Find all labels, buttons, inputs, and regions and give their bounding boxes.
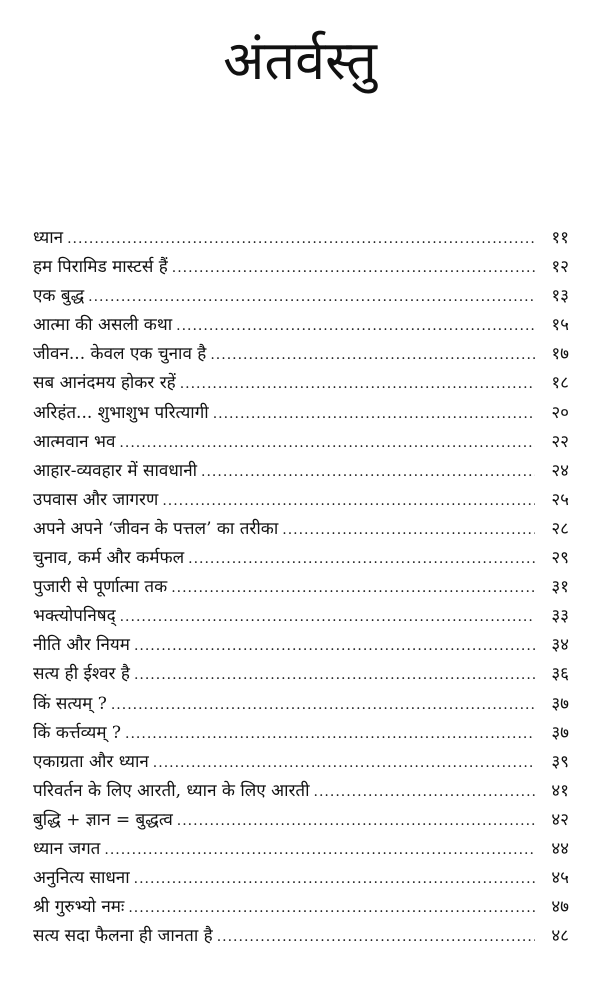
toc-entry[interactable] [33,224,569,253]
toc-leader-dots [171,574,535,603]
toc-entry-page: २२ [551,431,569,452]
toc-entry-title: किं कर्त्तव्यम् ? [33,722,122,743]
table-of-contents [33,224,569,951]
toc-entry-title: हम पिरामिड मास्टर्स हैं [33,257,168,278]
toc-leader-dots [282,516,535,545]
toc-entry[interactable] [33,922,569,951]
toc-entry[interactable] [33,690,569,719]
toc-entry[interactable] [33,253,569,282]
toc-entry[interactable] [33,486,569,515]
toc-entry-title: चुनाव, कर्म और कर्मफल [33,548,185,569]
toc-entry-title: बुद्धि + ज्ञान = बुद्धत्व [33,809,173,830]
toc-entry-page: ४८ [551,926,569,947]
toc-leader-dots [134,865,535,894]
toc-entry-title: किं सत्यम् ? [33,693,107,714]
toc-leader-dots [88,283,535,312]
toc-entry-title: एक बुद्ध [33,286,85,307]
toc-entry-title: परिवर्तन के लिए आरती, ध्यान के लिए आरती [33,780,310,801]
toc-entry-page: ३६ [551,664,569,685]
toc-leader-dots [180,370,535,399]
toc-entry-page: १२ [551,257,569,278]
toc-entry[interactable] [33,311,569,340]
toc-entry-page: २९ [551,548,569,569]
toc-entry-page: २० [551,402,569,423]
toc-entry-title: श्री गुरुभ्यो नमः [33,897,125,918]
toc-entry[interactable] [33,864,569,893]
toc-entry-title: सब आनंदमय होकर रहें [33,373,176,394]
toc-entry-page: ३४ [551,635,569,656]
toc-entry-title: सत्य सदा फैलना ही जानता है [33,926,213,947]
toc-entry[interactable] [33,428,569,457]
toc-leader-dots [134,661,535,690]
toc-entry[interactable] [33,457,569,486]
toc-entry[interactable] [33,777,569,806]
toc-entry[interactable] [33,399,569,428]
toc-entry[interactable] [33,806,569,835]
toc-entry-title: सत्य ही ईश्वर है [33,664,130,685]
toc-entry-title: ध्यान [33,228,64,248]
toc-leader-dots [111,691,535,720]
toc-entry-page: २४ [551,460,569,481]
toc-entry-page: २५ [551,489,569,510]
toc-entry[interactable] [33,719,569,748]
toc-entry[interactable] [33,282,569,311]
toc-entry-title: भक्त्योपनिषद् [33,606,116,627]
toc-entry-title: आत्मा की असली कथा [33,315,173,336]
toc-entry-page: ३१ [551,577,569,598]
toc-leader-dots [104,836,535,865]
toc-entry[interactable] [33,544,569,573]
toc-leader-dots [119,429,535,458]
toc-leader-dots [128,894,535,923]
toc-entry-title: अरिहंत... शुभाशुभ परित्यागी [33,402,209,423]
toc-entry-page: १५ [551,315,569,336]
toc-entry-title: जीवन... केवल एक चुनाव है [33,344,207,365]
toc-entry-page: १३ [551,286,569,307]
toc-entry-page: ४२ [551,809,569,830]
toc-entry[interactable] [33,515,569,544]
toc-leader-dots [213,400,535,429]
toc-entry-page: ४४ [551,838,569,859]
toc-entry[interactable] [33,893,569,922]
toc-leader-dots [153,749,535,778]
toc-entry-page: २८ [551,518,569,539]
toc-entry-title: पुजारी से पूर्णात्मा तक [33,577,168,598]
toc-entry-title: ध्यान जगत [33,838,101,859]
toc-entry-page: ३३ [551,606,569,627]
toc-entry-title: एकाग्रता और ध्यान [33,751,149,772]
toc-leader-dots [314,778,535,807]
toc-leader-dots [176,312,535,341]
toc-leader-dots [210,341,535,370]
toc-entry-title: उपवास और जागरण [33,489,159,510]
toc-entry-page: १७ [551,344,569,365]
toc-entry[interactable] [33,660,569,689]
toc-entry-title: अपने अपने ‘जीवन के पत्तल’ का तरीका [33,518,279,539]
toc-entry-page: ४१ [551,780,569,801]
toc-leader-dots [172,254,535,283]
toc-entry[interactable] [33,602,569,631]
toc-leader-dots [188,545,535,574]
toc-entry-title: आत्मवान भव [33,431,116,452]
toc-entry-title: आहार-व्यवहार में सावधानी [33,460,198,481]
toc-entry[interactable] [33,835,569,864]
toc-leader-dots [162,487,535,516]
toc-leader-dots [120,603,535,632]
toc-entry-page: ३७ [551,693,569,714]
page-title: अंतर्वस्तु [223,29,377,92]
toc-entry[interactable] [33,573,569,602]
toc-leader-dots [125,720,535,749]
toc-entry[interactable] [33,340,569,369]
toc-entry-page: ३९ [551,751,569,772]
toc-leader-dots [217,923,535,952]
toc-leader-dots [67,225,535,254]
toc-entry[interactable] [33,369,569,398]
toc-leader-dots [201,458,535,487]
toc-entry[interactable] [33,631,569,660]
toc-entry-title: नीति और नियम [33,635,130,656]
toc-entry[interactable] [33,748,569,777]
toc-entry-title: अनुनित्य साधना [33,868,130,889]
toc-leader-dots [134,632,535,661]
toc-entry-page: ३७ [551,722,569,743]
toc-entry-page: ११ [551,228,569,248]
toc-leader-dots [177,807,535,836]
toc-entry-page: ४७ [551,897,569,918]
toc-entry-page: १८ [551,373,569,394]
toc-entry-page: ४५ [551,868,569,889]
